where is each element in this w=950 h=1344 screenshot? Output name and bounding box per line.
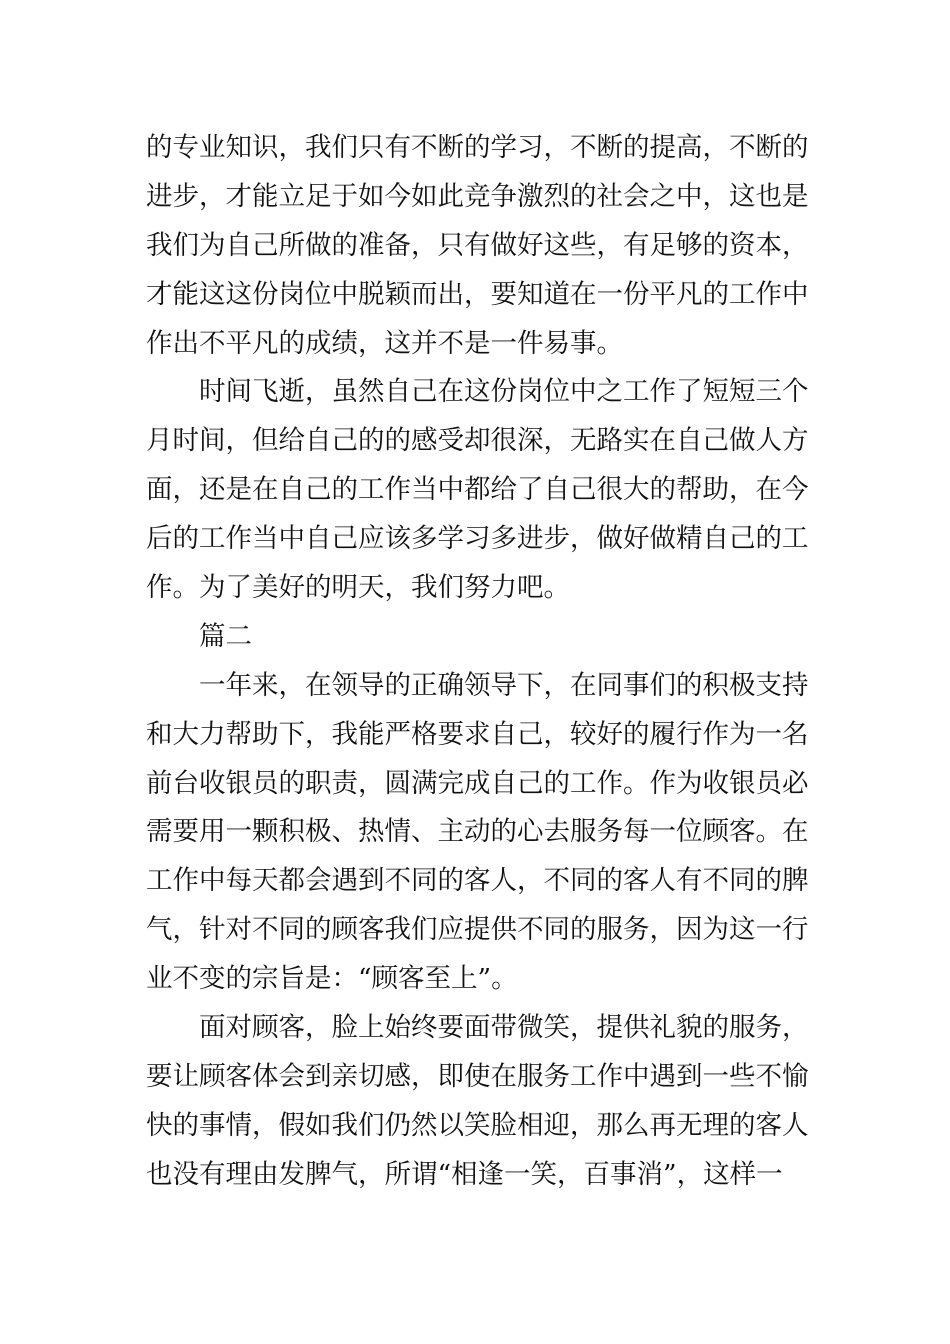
text-line: 后的工作当中自己应该多学习多进步，做好做精自己的工 (146, 523, 809, 555)
paragraph-first-line: 面对顾客，脸上始终要面带微笑，提供礼貌的服务， (199, 1012, 809, 1044)
text-line: 要让顾客体会到亲切感，即使在服务工作中遇到一些不愉 (146, 1060, 809, 1092)
text-line: 月时间，但给自己的的感受却很深，无路实在自己做人方 (146, 425, 809, 457)
text-line: 的专业知识，我们只有不断的学习，不断的提高，不断的 (146, 132, 809, 163)
text-line: 气，针对不同的顾客我们应提供不同的服务，因为这一行 (146, 914, 809, 946)
text-line: 工作中每天都会遇到不同的客人，不同的客人有不同的脾 (146, 865, 809, 897)
text-line: 作出不平凡的成绩，这并不是一件易事。 (146, 327, 623, 359)
text-line: 快的事情，假如我们仍然以笑脸相迎，那么再无理的客人 (146, 1109, 809, 1141)
text-line: 面，还是在自己的工作当中都给了自己很大的帮助，在今 (146, 474, 809, 506)
document-body (146, 124, 816, 1200)
text-line: 我们为自己所做的准备，只有做好这些，有足够的资本， (146, 229, 809, 261)
text-line: 也没有理由发脾气，所谓“相逢一笑，百事消”，这样一 (146, 1158, 783, 1190)
text-line: 才能这这份岗位中脱颖而出，要知道在一份平凡的工作中 (146, 278, 809, 310)
text-line: 业不变的宗旨是：“顾客至上”。 (146, 963, 518, 995)
paragraph-first-line: 时间飞逝，虽然自己在这份岗位中之工作了短短三个 (199, 376, 809, 408)
text-line: 需要用一颗积极、热情、主动的心去服务每一位顾客。在 (146, 816, 809, 848)
text-line: 和大力帮助下，我能严格要求自己，较好的履行作为一名 (146, 718, 809, 750)
paragraph-first-line: 一年来，在领导的正确领导下，在同事们的积极支持 (199, 669, 809, 701)
section-heading: 篇二 (199, 620, 252, 652)
text-line: 作。为了美好的明天，我们努力吧。 (146, 572, 570, 604)
text-line: 进步，才能立足于如今如此竞争激烈的社会之中，这也是 (146, 180, 809, 212)
text-line: 前台收银员的职责，圆满完成自己的工作。作为收银员必 (146, 767, 809, 799)
